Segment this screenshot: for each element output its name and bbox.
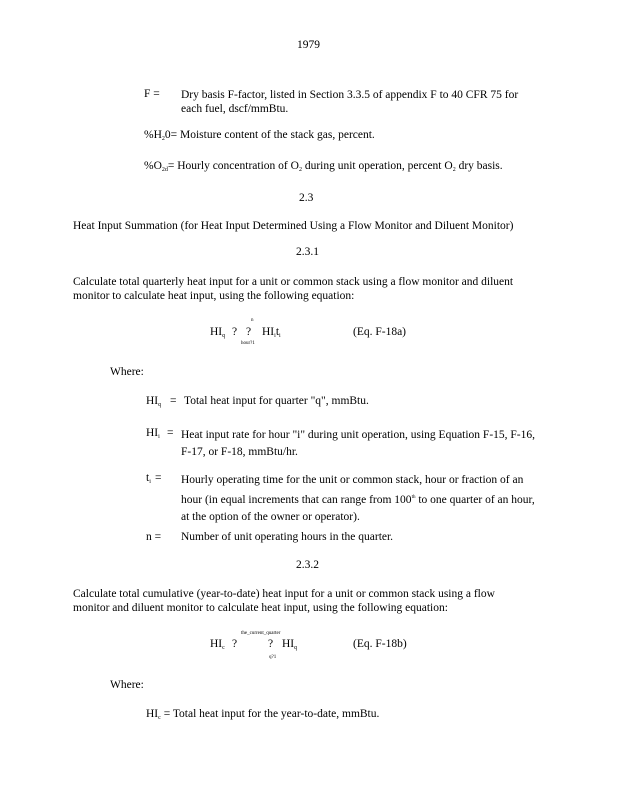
def-text-o2-a: = Hourly concentration of O bbox=[167, 160, 299, 172]
eq-a-rhs bbox=[262, 326, 281, 339]
def-text-h2o: = Moisture content of the stack gas, percent. bbox=[170, 129, 375, 141]
def-term-ti bbox=[146, 472, 151, 485]
def-term-hiq bbox=[146, 395, 161, 408]
eq-a-upper: n bbox=[251, 318, 254, 323]
eq-a-rhs-b: t bbox=[275, 326, 280, 338]
equation-f18b bbox=[210, 638, 225, 651]
def-term-hii bbox=[146, 427, 160, 440]
def-term-h2o-main: %H bbox=[144, 129, 162, 141]
where-label-1: Where: bbox=[110, 366, 144, 378]
eq-a-label: (Eq. F-18a) bbox=[353, 326, 407, 338]
eq-b-rhs-main: HI bbox=[282, 638, 295, 650]
where-label-2: Where: bbox=[110, 679, 144, 691]
def-eq-ti: = bbox=[155, 472, 162, 484]
eq-b-lhs: HI bbox=[210, 638, 223, 650]
def-term-ti-sub: i bbox=[149, 479, 151, 485]
def-eq-hiq: = bbox=[170, 395, 177, 407]
eq-a-rhs-a-sub: i bbox=[274, 333, 276, 339]
eq-b-lower: q?1 bbox=[269, 655, 277, 660]
eq-b-label: (Eq. F-18b) bbox=[353, 638, 407, 650]
eq-a-op: ? bbox=[232, 326, 238, 338]
eq-b-sum: ? bbox=[268, 638, 274, 650]
def-term-o2-sub: 2d bbox=[161, 167, 168, 173]
def-term-ti-main: t bbox=[146, 472, 150, 484]
def-term-o2-main: %O bbox=[144, 160, 162, 172]
eq-b-upper: the_current_quarter bbox=[241, 631, 281, 636]
def-term-f: F = bbox=[144, 88, 160, 100]
def-term-hii-main: HI bbox=[146, 427, 159, 439]
eq-a-rhs-a: HI bbox=[262, 326, 275, 338]
def-text-hii: Heat input rate for hour "i" during unit operation, using Equation F-15, F-16, F-17, or F-18, mmBtu/hr. bbox=[181, 429, 536, 458]
def-hic bbox=[146, 708, 379, 721]
def-text-o2-c: dry basis. bbox=[455, 160, 503, 172]
def-term-hiq-main: HI bbox=[146, 395, 159, 407]
def-term-h2o-sub: 2 bbox=[161, 136, 165, 142]
section-title-2-3: Heat Input Summation (for Heat Input Determined Using a Flow Monitor and Diluent Monitor) bbox=[73, 220, 514, 232]
def-text-n: Number of unit operating hours in the quarter. bbox=[181, 531, 394, 543]
def-eq-hii: = bbox=[167, 427, 174, 439]
paragraph-2-3-2: Calculate total cumulative (year-to-date) heat input for a unit or common stack using a flow monitor and diluent monitor to calculate heat input, using the following equation: bbox=[73, 588, 495, 614]
page-number: 1979 bbox=[297, 39, 320, 51]
def-term-hic-sub: c bbox=[158, 715, 161, 721]
def-text-ti-sup: th bbox=[411, 495, 416, 500]
def-oxygen bbox=[144, 160, 503, 173]
eq-a-lhs-sub: q bbox=[222, 333, 226, 339]
paragraph-2-3-1: Calculate total quarterly heat input for a unit or common stack using a flow monitor and diluent monitor to calculate heat input, using the following equation: bbox=[73, 276, 514, 302]
def-term-hic: HI bbox=[146, 708, 159, 720]
eq-b-lhs-sub: c bbox=[222, 645, 225, 651]
section-number-2-3-2: 2.3.2 bbox=[296, 559, 319, 571]
section-number-2-3: 2.3 bbox=[299, 192, 314, 204]
def-term-hii-sub: i bbox=[158, 434, 160, 440]
eq-a-sum: ? bbox=[246, 326, 252, 338]
eq-b-rhs bbox=[282, 638, 297, 651]
eq-a-lhs: HI bbox=[210, 326, 223, 338]
def-text-ti-b: to one quarter of an hour, at the option of the owner or operator). bbox=[181, 493, 535, 523]
def-text-o2-sub2: 2 bbox=[452, 167, 456, 173]
def-text-hiq: Total heat input for quarter "q", mmBtu. bbox=[184, 395, 369, 407]
equation-f18a bbox=[210, 326, 225, 339]
section-number-2-3-1: 2.3.1 bbox=[296, 246, 319, 258]
def-term-hiq-sub: q bbox=[158, 402, 162, 408]
def-moisture bbox=[144, 129, 375, 142]
def-term-h2o-tail: 0 bbox=[164, 129, 171, 141]
def-text-hic: = Total heat input for the year-to-date, mmBtu. bbox=[163, 708, 380, 720]
eq-a-lower: hour?1 bbox=[241, 341, 255, 346]
def-text-o2-b: during unit operation, percent O bbox=[301, 160, 453, 172]
def-text-ti bbox=[181, 472, 543, 526]
eq-b-op: ? bbox=[232, 638, 238, 650]
def-text-ti-a: Hourly operating time for the unit or common stack, hour or fraction of an hour (in equal increments that can range from 100 bbox=[181, 474, 524, 506]
def-text-o2-sub: 2 bbox=[298, 167, 302, 173]
eq-a-rhs-b-sub: i bbox=[279, 333, 281, 339]
eq-b-rhs-sub: q bbox=[294, 645, 298, 651]
def-text-f: Dry basis F-factor, listed in Section 3.3.5 of appendix F to 40 CFR 75 for each fuel, dscf/mmBtu. bbox=[181, 89, 519, 115]
def-term-n: n = bbox=[146, 531, 162, 543]
